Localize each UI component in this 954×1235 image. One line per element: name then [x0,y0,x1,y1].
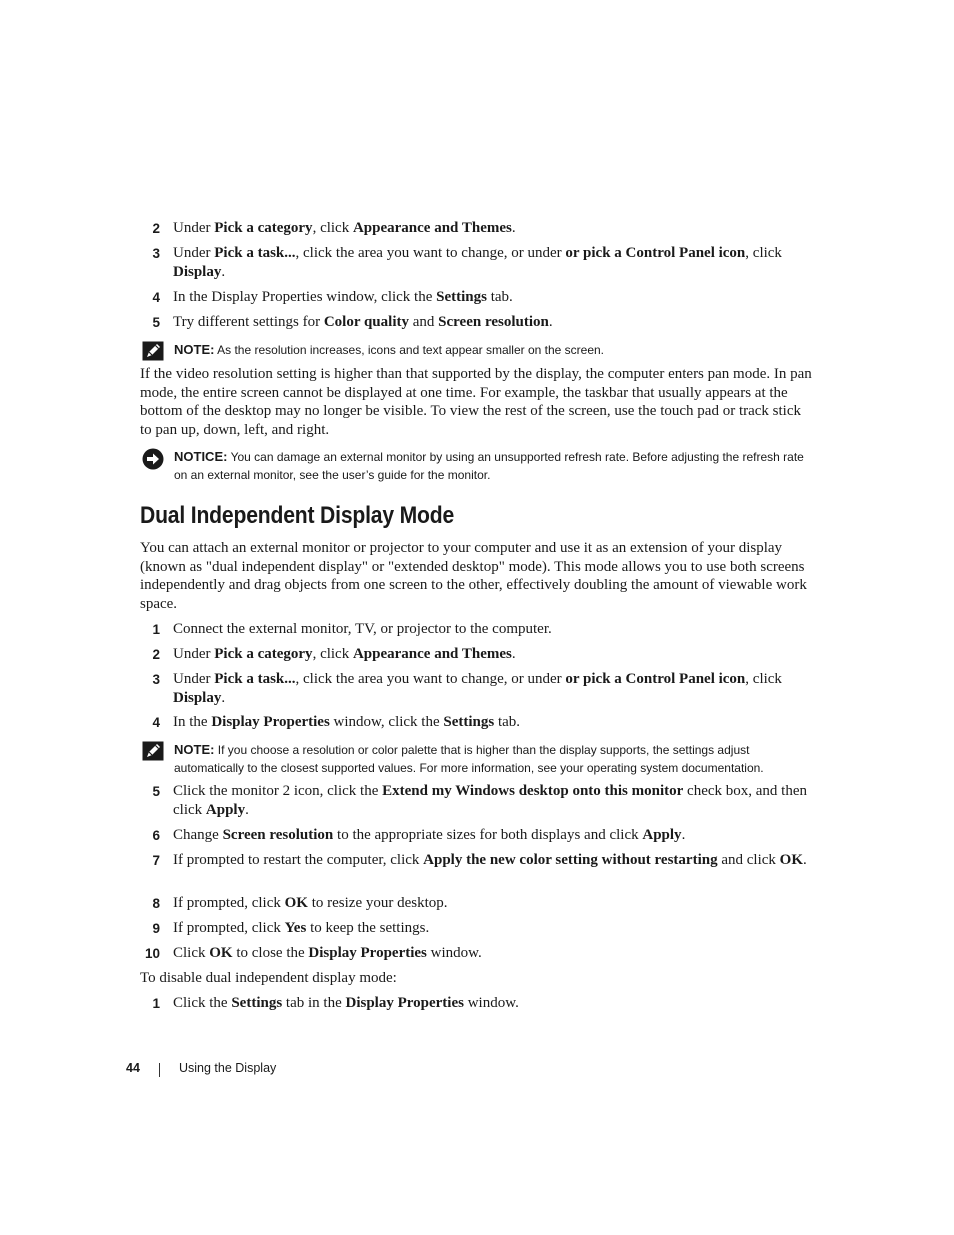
step-text: Try different settings for Color quality and Screen resolution. [173,314,553,330]
step-c-7: 7 If prompted to restart the computer, click Apply the new color setting without restarting and click OK. [140,851,820,870]
notice-arrow-icon [142,448,164,470]
notice-text: You can damage an external monitor by using an unsupported refresh rate. Before adjusting the refresh rate on an external monitor, see the user’s guide for the monitor. [174,450,804,482]
step-c-9: 9 If prompted, click Yes to keep the settings. [140,919,820,938]
note-box-2 [140,741,815,777]
note-text: If you choose a resolution or color palette that is higher than the display supports, the settings adjust automatically to the closest supported values. For more information, see your operating system documentation. [174,743,764,775]
disable-paragraph: To disable dual independent display mode: [140,970,397,986]
step-text: Click OK to close the Display Properties window. [173,945,482,961]
step-a-5: 5 Try different settings for Color quality and Screen resolution. [140,313,820,332]
footer-section-title: Using the Display [179,1061,277,1075]
step-text: If prompted to restart the computer, click Apply the new color setting without restarting and click OK. [173,852,807,868]
step-a-4: 4 In the Display Properties window, click the Settings tab. [140,288,820,307]
pencil-note-icon [142,341,164,361]
pencil-note-icon [142,741,164,761]
step-text: Click the monitor 2 icon, click the Extend my Windows desktop onto this monitor check box, and then click Apply. [173,783,808,818]
step-c-6: 6 Change Screen resolution to the appropriate sizes for both displays and click Apply. [140,826,820,845]
notice-label: NOTICE: [174,449,228,464]
footer-divider [159,1063,160,1077]
step-c-8: 8 If prompted, click OK to resize your desktop. [140,894,820,913]
step-text: Under Pick a category, click Appearance and Themes. [173,220,516,236]
step-b-1: 1 Connect the external monitor, TV, or projector to the computer. [140,620,820,639]
note-label: NOTE: [174,742,215,757]
step-c-10: 10 Click OK to close the Display Properties window. [140,944,820,963]
step-text: Under Pick a task..., click the area you want to change, or under or pick a Control Panel icon, click Display. [173,245,782,280]
step-text: Change Screen resolution to the appropriate sizes for both displays and click Apply. [173,827,686,843]
notice-box [140,448,815,484]
step-text: Under Pick a task..., click the area you want to change, or under or pick a Control Panel icon, click Display. [173,671,782,706]
note-label: NOTE: [174,342,215,357]
step-text: Connect the external monitor, TV, or projector to the computer. [173,621,552,637]
step-a-2: 2 Under Pick a category, click Appearance and Themes. [140,219,820,238]
step-b-3: 3 Under Pick a task..., click the area you want to change, or under or pick a Control Panel icon, click Display. [140,670,820,708]
step-b-2: 2 Under Pick a category, click Appearance and Themes. [140,645,820,664]
dual-display-paragraph: You can attach an external monitor or projector to your computer and use it as an extension of your display (known as "dual independent display" or "extended desktop" mode). This mode allows you to use both screens independently and drag objects from one screen to the other, effectively doubling the amount of viewable work space. [140,540,807,613]
step-text: In the Display Properties window, click the Settings tab. [173,714,521,730]
pan-mode-paragraph: If the video resolution setting is higher than that supported by the display, the computer enters pan mode. In pan mode, the entire screen cannot be displayed at one time. For example, the taskbar that usually appears at the bottom of the desktop may no longer be visible. To view the rest of the screen, use the touch pad or track stick to pan up, down, left, and right. [140,366,812,439]
step-b-4: 4 In the Display Properties window, click the Settings tab. [140,713,820,732]
step-a-3: 3 Under Pick a task..., click the area you want to change, or under or pick a Control Panel icon, click Display. [140,244,820,282]
step-c-5: 5 Click the monitor 2 icon, click the Extend my Windows desktop onto this monitor check box, and then click Apply. [140,782,820,820]
step-text: Under Pick a category, click Appearance and Themes. [173,646,516,662]
step-text: Click the Settings tab in the Display Properties window. [173,995,519,1011]
page-number: 44 [126,1061,140,1075]
step-text: If prompted, click Yes to keep the settings. [173,920,430,936]
section-heading: Dual Independent Display Mode [140,502,455,529]
note-text: As the resolution increases, icons and text appear smaller on the screen. [217,343,605,357]
step-d-1: 1 Click the Settings tab in the Display Properties window. [140,994,820,1013]
step-text: If prompted, click OK to resize your desktop. [173,895,448,911]
step-text: In the Display Properties window, click the Settings tab. [173,289,513,305]
note-box [140,341,815,359]
